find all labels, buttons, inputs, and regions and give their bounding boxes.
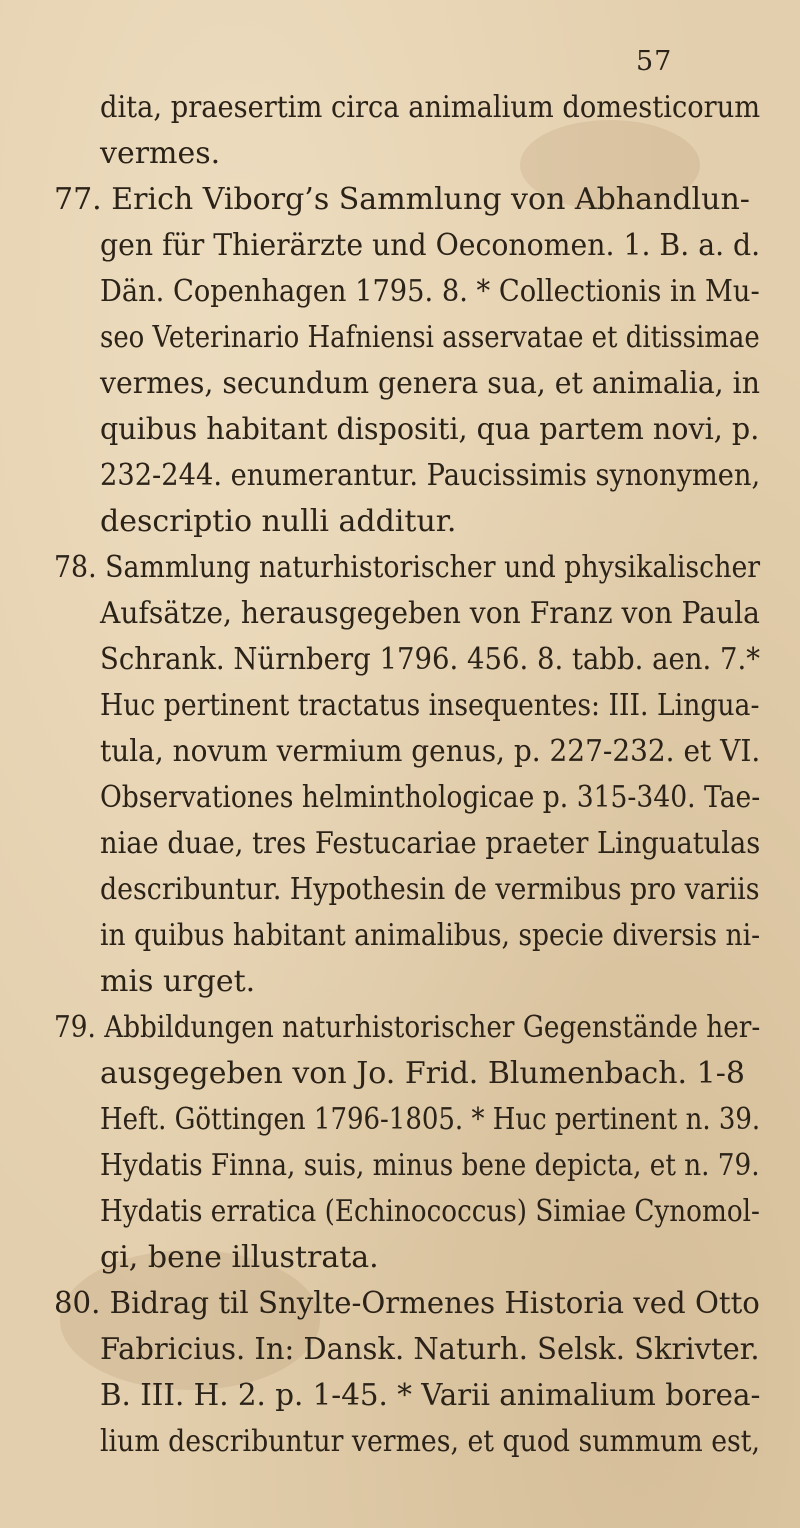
text-line: Schrank. Nürnberg 1796. 456. 8. tabb. aen. 7.* bbox=[100, 642, 761, 677]
text-line: Aufsätze, herausgegeben von Franz von Paula bbox=[100, 596, 760, 631]
entry-80-line: 80. Bidrag til Snylte-Ormenes Historia ved Otto bbox=[54, 1286, 760, 1321]
text-line: Hydatis Finna, suis, minus bene depicta, et n. 79. bbox=[100, 1148, 760, 1183]
text-line: Observationes helminthologicae p. 315-340. Tae- bbox=[100, 780, 761, 815]
text-line: vermes, secundum genera sua, et animalia, in bbox=[100, 366, 760, 401]
text-line: dita, praesertim circa animalium domesticorum bbox=[100, 90, 761, 125]
text-line: descriptio nulli additur. bbox=[100, 504, 457, 539]
entry-77-line: 77. Erich Viborg’s Sammlung von Abhandlun- bbox=[54, 182, 750, 217]
entry-79-line: 79. Abbildungen naturhistorischer Gegenstände her- bbox=[54, 1010, 761, 1045]
text-line: vermes. bbox=[100, 136, 221, 171]
text-line: tula, novum vermium genus, p. 227-232. et VI. bbox=[100, 734, 761, 769]
text-line: Hydatis erratica (Echinococcus) Simiae Cynomol- bbox=[100, 1194, 760, 1229]
text-line: Heft. Göttingen 1796-1805. * Huc pertinent n. 39. bbox=[100, 1102, 761, 1137]
text-line: niae duae, tres Festucariae praeter Linguatulas bbox=[100, 826, 761, 861]
text-line: Fabricius. In: Dansk. Naturh. Selsk. Skrivter. bbox=[100, 1332, 760, 1367]
text-line: describuntur. Hypothesin de vermibus pro variis bbox=[100, 872, 760, 907]
text-line: quibus habitant dispositi, qua partem novi, p. bbox=[100, 412, 760, 447]
text-line: gen für Thierärzte und Oeconomen. 1. B. a. d. bbox=[100, 228, 761, 263]
text-line: in quibus habitant animalibus, specie diversis ni- bbox=[100, 918, 761, 953]
page-number: 57 bbox=[636, 46, 673, 77]
text-line: 232-244. enumerantur. Paucissimis synonymen, bbox=[100, 458, 761, 493]
text-line: B. III. H. 2. p. 1-45. * Varii animalium borea- bbox=[100, 1378, 761, 1413]
text-line: lium describuntur vermes, et quod summum est, bbox=[100, 1424, 760, 1459]
text-line: Dän. Copenhagen 1795. 8. * Collectionis in Mu- bbox=[100, 274, 760, 309]
text-line: mis urget. bbox=[100, 964, 256, 999]
text-line: seo Veterinario Hafniensi asservatae et ditissimae bbox=[100, 320, 760, 355]
text-line: ausgegeben von Jo. Frid. Blumenbach. 1-8 bbox=[100, 1056, 745, 1091]
entry-78-line: 78. Sammlung naturhistorischer und physikalischer bbox=[54, 550, 761, 585]
text-line: Huc pertinent tractatus insequentes: III. Lingua- bbox=[100, 688, 760, 723]
text-line: gi, bene illustrata. bbox=[100, 1240, 379, 1275]
